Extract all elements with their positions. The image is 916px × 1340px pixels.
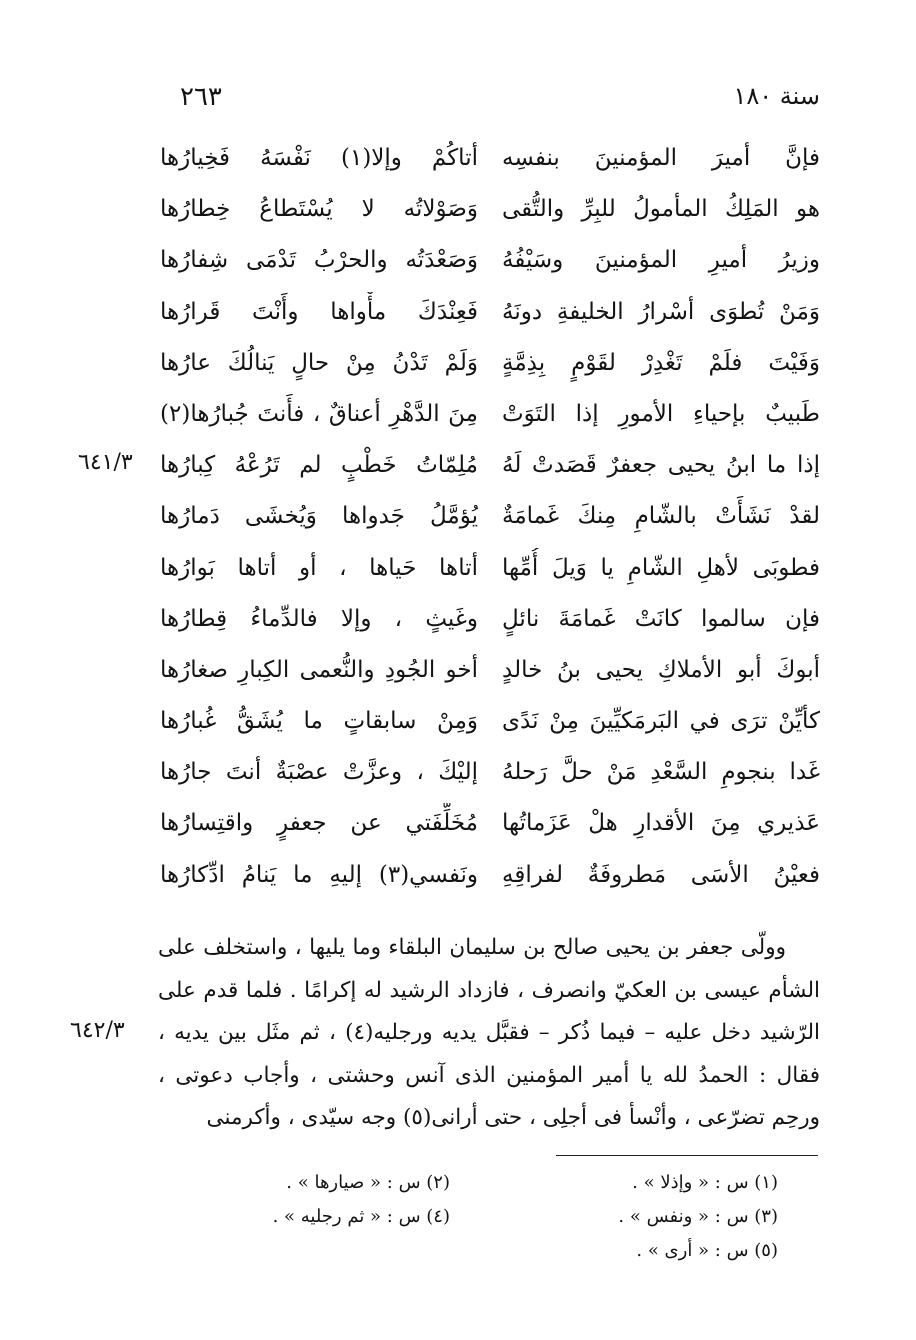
hemistich-second: مُخَلِّفَتي عن جعفرٍ واقتِسارُها [160,810,478,837]
prose-line: الرّشيد دخل عليه – فيما ذُكر – فقبَّل يديه ورجليه(٤) ، ثم مثَل بين يديه ، [158,1020,820,1045]
footnote: (٤) س : « ثم رجليه » . [272,1206,450,1227]
hemistich-second: مُلِمّاتُ خَطْبٍ لم تَرُعْهُ كِبارُها [160,452,478,479]
hemistich-first: كأيِّنْ ترَى في البَرمَكيِّينَ مِنْ نَدًى [502,708,820,735]
margin-reference: ٦٤٢/٣ [70,1018,125,1043]
footnote: (١) س : « وإذلا » . [632,1172,778,1193]
verse [160,240,820,291]
hemistich-second: وَلَمْ تَدْنُ مِنْ حالٍ يَنالُكَ عارُها [160,349,478,376]
hemistich-second: أتاها حَياها ، أو أتاها بَوارُها [160,554,478,581]
verse [160,803,820,854]
hemistich-first: فإن سالموا كانَتْ غَمامَةَ نائلٍ [502,605,820,632]
hemistich-first: وَفَيْتَ فلَمْ تَغْدِرْ لقَوْمٍ بِذِمَّةٍ [502,349,820,376]
hemistich-first: طَبيبٌ بإحياءِ الأمورِ إذا التَوَتْ [502,400,820,427]
poem [160,138,820,957]
hemistich-first: فطوبَى لأهلِ الشّامِ يا وَيلَ أُمِّها [502,554,820,581]
hemistich-first: وَمَنْ تُطوَى أسْرارُ الخليفةِ دونَهُ [502,298,820,325]
prose-paragraph [158,928,820,1141]
hemistich-second: يُؤمَّلُ جَدواها وَيُخشَى دَمارُها [160,503,478,530]
verse [160,496,820,547]
margin-reference: ٦٤١/٣ [78,450,133,475]
hemistich-second: وَصَعْدَتُه والحرْبُ تَدْمَى شِفارُها [160,247,478,274]
hemistich-first: لقدْ نَشَأَتْ بالشّامِ مِنكَ غَمامَةٌ [502,503,820,530]
hemistich-first: فإنَّ أميرَ المؤمنينَ بنفسِه [502,145,820,171]
prose-line: فقال : الحمدُ لله يا أمير المؤمنين الذى آنس وحشتى ، وأجاب دعوتى ، [158,1062,820,1088]
verse [160,548,820,599]
hemistich-first: غَدا بنجومِ السَّعْدِ مَنْ حلَّ رَحلهُ [502,759,820,786]
hemistich-second: ونَفسي(٣) إليهِ ما يَنامُ ادِّكارُها [160,861,478,888]
hemistich-first: وزيرُ أميرِ المؤمنينَ وسَيْفُهُ [502,247,820,274]
verse [160,701,820,752]
verse [160,752,820,803]
hemistich-second: مِنَ الدَّهْرِ أعناقٌ ، فأَنتَ جُبارُها(٢) [160,400,478,427]
prose-line: ورحِم تضرّعى ، وأنْسأ فى أجلِى ، حتى أرانى(٥) وجه سيّدى ، وأكرمنى [206,1105,820,1130]
verse [160,343,820,394]
hemistich-first: إذا ما ابنُ يحيى جعفرٌ قَصَدتْ لَهُ [502,452,820,479]
hemistich-first: فعيْنُ الأسَى مَطروفَةٌ لفراقِهِ [502,861,820,888]
hemistich-first: هو المَلِكُ المأمولُ للبِرِّ والتُّقى [502,196,820,223]
verse [160,138,820,189]
verse [160,599,820,650]
hemistich-second: أخو الجُودِ والنُّعمى الكِبارِ صغارُها [160,656,478,683]
footnote: (٢) س : « صيارها » . [286,1172,450,1193]
hemistich-first: عَذيري مِنَ الأقدارِ هلْ عَزَماتُها [502,810,820,837]
verse [160,855,820,906]
verse [160,189,820,240]
hemistich-second: وَصَوْلاتُه لا يُسْتَطاعُ خِطارُها [160,196,478,223]
hemistich-first: أبوكَ أبو الأملاكِ يحيى بنُ خالدٍ [502,656,820,683]
verse [160,394,820,445]
page-header [160,82,820,122]
page-number: ٢٦٣ [180,82,222,112]
hemistich-second: أتاكُمْ وإلا(١) نَفْسَهُ فَخِيارُها [160,145,478,171]
hemistich-second: وغَيثٍ ، وإلا فالدِّماءُ قِطارُها [160,605,478,632]
footnote-divider [556,1155,818,1156]
prose-line: الشأم عيسى بن العكيّ وانصرف ، فازداد الرشيد له إكرامًا . فلما قدم على [158,977,820,1003]
verse [160,292,820,343]
hemistich-second: إليْكَ ، وعزَّتْ عصْبَةٌ أنتَ جارُها [160,759,478,786]
footnote: (٣) س : « ونفس » . [618,1206,778,1227]
verse [160,445,820,496]
verse [160,650,820,701]
prose-line: وولّى جعفر بن يحيى صالح بن سليمان البلقاء وما يليها ، واستخلف على [158,935,786,960]
hemistich-second: فَعِنْدَكَ مأْواها وأَنْتَ قَرارُها [160,298,478,325]
hemistich-second: وَمِنْ سابقاتٍ ما يُشَقُّ غُبارُها [160,708,478,735]
footnote: (٥) س : « أرى » . [636,1240,778,1261]
running-head-year: سنة ١٨٠ [733,82,820,110]
